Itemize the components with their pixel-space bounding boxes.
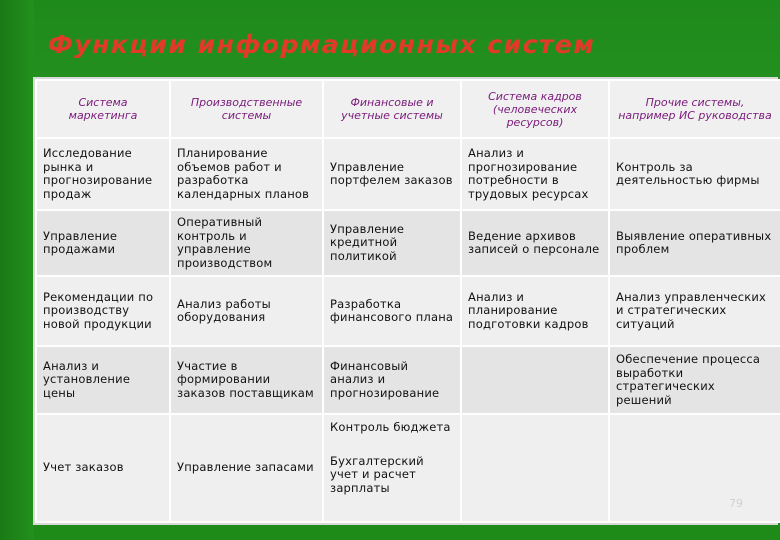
table-row [36,276,780,346]
table-cell: Анализ и прогнозирование потребности в трудовых ресурсах [461,138,609,210]
table-cell: Учет заказов [36,414,170,522]
header-production: Производственные системы [170,80,323,138]
table-cell: Планирование объемов работ и разработка календарных планов [170,138,323,210]
table-cell: Управление кредитной политикой [323,210,461,276]
header-marketing: Система маркетинга [36,80,170,138]
table-row [36,346,780,414]
table-cell: Анализ работы оборудования [170,276,323,346]
table-header-row [36,80,780,138]
header-finance: Финансовые и учетные системы [323,80,461,138]
table-cell: Участие в формировании заказов поставщикам [170,346,323,414]
left-stripe [0,0,34,540]
table-cell: Анализ управленческих и стратегических ситуаций [609,276,780,346]
table-row [36,138,780,210]
table-cell: Оперативный контроль и управление производством [170,210,323,276]
table-cell: Анализ и планирование подготовки кадров [461,276,609,346]
table-cell: Разработка финансового плана [323,276,461,346]
table-cell: Исследование рынка и прогнозирование продаж [36,138,170,210]
table-cell: Выявление оперативных проблем [609,210,780,276]
table-cell: Рекомендации по производству новой продукции [36,276,170,346]
finance-accounting: Бухгалтерский учет и расчет зарплаты [330,453,424,495]
table-cell: Анализ и установление цены [36,346,170,414]
table-cell [609,414,780,522]
page-number: 79 [729,497,743,510]
table-cell [461,414,609,522]
finance-budget-control: Контроль бюджета [330,420,451,434]
table-cell: Управление продажами [36,210,170,276]
table-cell: Контроль за деятельностью фирмы [609,138,780,210]
header-hr: Система кадров (человеческих ресурсов) [461,80,609,138]
functions-table [35,79,780,523]
table-cell-finance-stack [323,414,461,522]
slide-title: Функции информационных систем [48,30,596,59]
table-cell: Финансовый анализ и прогнозирование [323,346,461,414]
table-row [36,414,780,522]
table-row [36,210,780,276]
functions-table-frame [33,77,778,525]
table-cell: Управление портфелем заказов [323,138,461,210]
header-other: Прочие системы, например ИС руководства [609,80,780,138]
table-cell: Обеспечение процесса выработки стратегических решений [609,346,780,414]
table-cell: Ведение архивов записей о персонале [461,210,609,276]
table-cell [461,346,609,414]
table-cell: Управление запасами [170,414,323,522]
